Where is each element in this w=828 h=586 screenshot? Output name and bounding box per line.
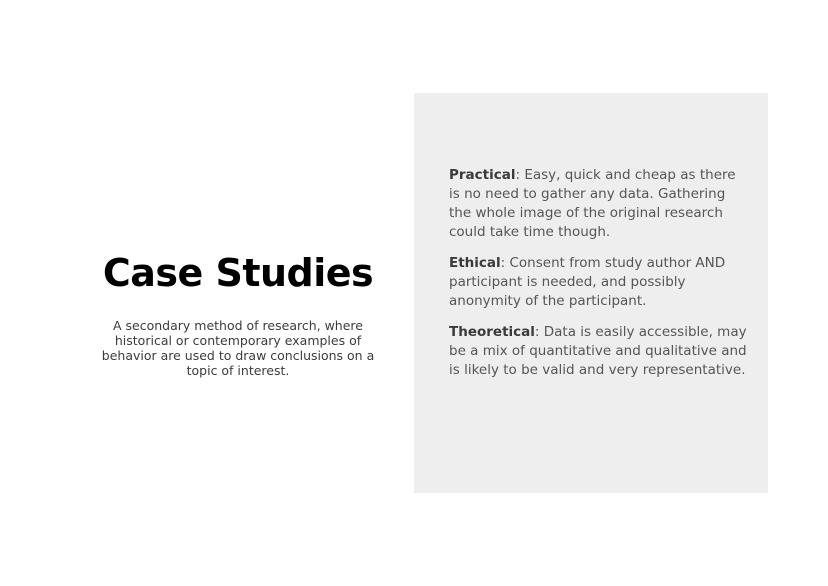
evaluation-points xyxy=(449,166,749,392)
point-practical xyxy=(449,166,749,242)
point-practical-label: Practical xyxy=(449,167,516,183)
evaluation-panel xyxy=(414,93,768,493)
title-block xyxy=(88,250,388,378)
point-theoretical xyxy=(449,323,749,380)
point-ethical-label: Ethical xyxy=(449,255,501,271)
point-practical-text: : Easy, quick and cheap as there is no need to gather any data. Gathering the whole image of the original research could take time though. xyxy=(449,167,736,240)
point-ethical xyxy=(449,254,749,311)
point-theoretical-text: : Data is easily accessible, may be a mix of quantitative and qualitative and is likely to be valid and very representative. xyxy=(449,324,747,378)
point-theoretical-label: Theoretical xyxy=(449,324,535,340)
slide-title: Case Studies xyxy=(102,251,374,295)
slide-subtitle: A secondary method of research, where historical or contemporary examples of behavior are used to draw conclusions on a topic of interest. xyxy=(101,318,375,378)
point-ethical-text: : Consent from study author AND participant is needed, and possibly anonymity of the participant. xyxy=(449,255,726,309)
